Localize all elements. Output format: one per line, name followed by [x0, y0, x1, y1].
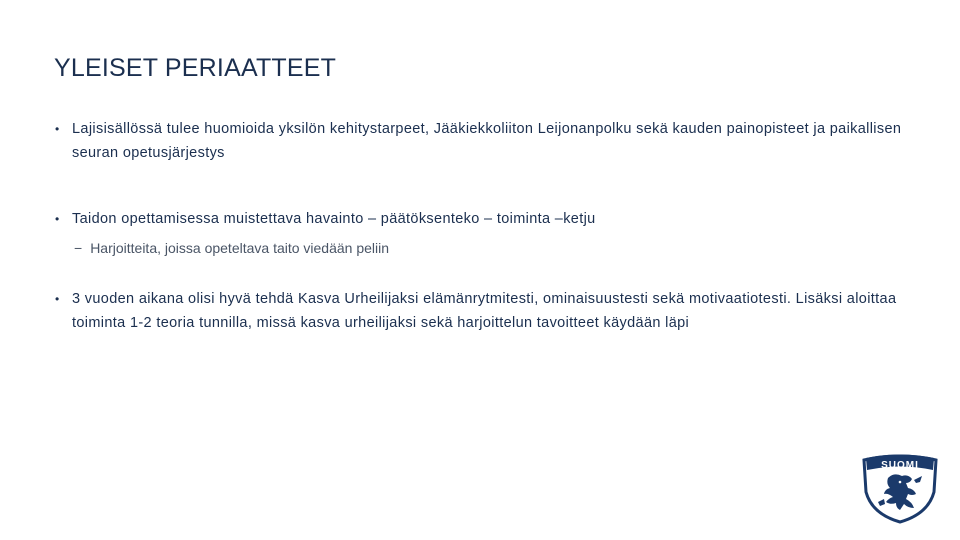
- bullet-item: [55, 287, 915, 335]
- bullet-item: [55, 117, 915, 165]
- bullet-marker: •: [55, 212, 60, 226]
- bullet-text: Taidon opettamisessa muistettava havainto – päätöksenteko – toiminta –ketju: [72, 211, 596, 227]
- bullet-item: [55, 207, 915, 231]
- sub-bullet-marker: −: [74, 240, 83, 256]
- sub-bullet-text: Harjoitteita, joissa opeteltava taito viedään peliin: [90, 240, 390, 256]
- logo-text: SUOMI: [881, 460, 919, 471]
- slide-title: YLEISET PERIAATTEET: [54, 54, 337, 82]
- sub-bullet-item: [74, 236, 389, 260]
- bullet-marker: •: [55, 292, 60, 306]
- suomi-lion-crest-icon: [858, 452, 942, 524]
- bullet-marker: •: [55, 122, 60, 136]
- bullet-text: Lajisisällössä tulee huomioida yksilön kehitystarpeet, Jääkiekkoliiton Leijonanpolku sekä kauden painopisteet ja paikallisen seuran opetusjärjestys: [72, 121, 902, 161]
- bullet-text: 3 vuoden aikana olisi hyvä tehdä Kasva Urheilijaksi elämänrytmitesti, ominaisuustesti sekä motivaatiotesti. Lisäksi aloittaa toiminta 1-2 teoria tunnilla, missä kasva urheilijaksi sekä harjoittelun tavoitteet käydään läpi: [72, 291, 897, 331]
